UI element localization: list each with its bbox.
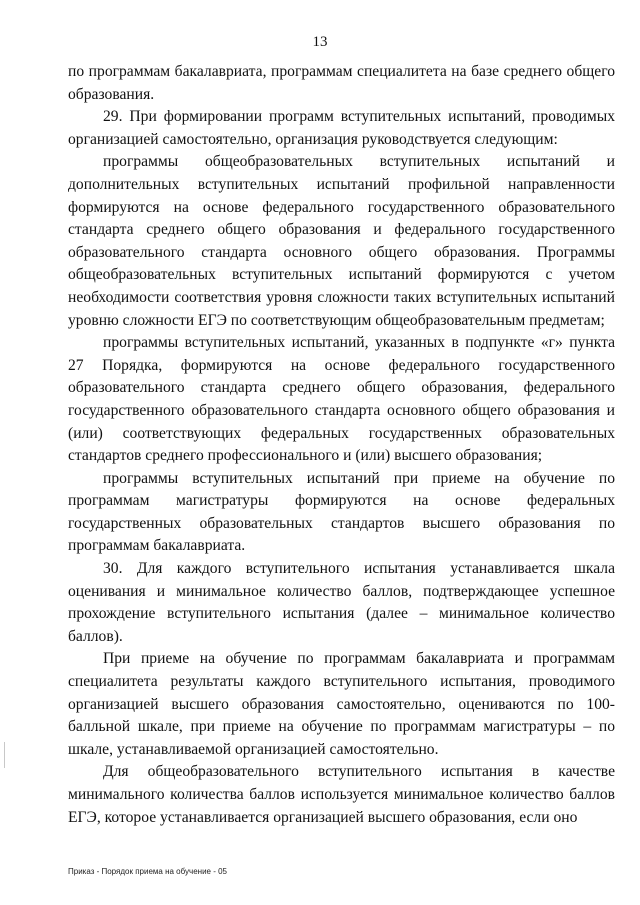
- paragraph-subclause-g-programs: программы вступительных испытаний, указанных в подпункте «г» пункта 27 Порядка, формируются на основе федерального государственного образовательного стандарта среднего общего образования, федерального государственного образовательного стандарта основного общего образования и (или) соответствующих федеральных государственных образовательных стандартов среднего профессионального и (или) высшего образования;: [68, 334, 615, 465]
- scan-margin-mark: [4, 742, 5, 768]
- paragraph-clause-29: 29. При формировании программ вступительных испытаний, проводимых организацией самостоятельно, организация руководствуется следующим:: [68, 108, 615, 148]
- page-footer: Приказ - Порядок приема на обучение - 05: [68, 867, 227, 876]
- paragraph-magistracy-programs: программы вступительных испытаний при приеме на обучение по программам магистратуры формируются на основе федеральных государственных образовательных стандартов высшего образования по программам бакалавриата.: [68, 469, 615, 555]
- paragraph-clause-30: 30. Для каждого вступительного испытания устанавливается шкала оценивания и минимальное количество баллов, подтверждающее успешное прохождение вступительного испытания (далее – минимальное количество баллов).: [68, 560, 615, 645]
- paragraph-score-scale: При приеме на обучение по программам бакалавриата и программам специалитета результаты каждого вступительного испытания, проводимого организацией высшего образования самостоятельно, оцениваются по 100-балльной шкале, при приеме на обучение по программам магистратуры – по шкале, устанавливаемой организацией самостоятельно.: [68, 650, 615, 758]
- page-number: 13: [312, 34, 328, 50]
- paragraph-general-education-programs: программы общеобразовательных вступительных испытаний и дополнительных вступительных испытаний профильной направленности формируются на основе федерального государственного образовательного стандарта среднего общего образования и федерального государственного образовательного стандарта основного общего образования. Программы общеобразовательных вступительных испытаний формируются с учетом необходимости соответствия уровня сложности таких вступительных испытаний уровню сложности ЕГЭ по соответствующим общеобразовательным предметам;: [68, 153, 615, 329]
- document-body: [68, 61, 615, 829]
- paragraph-continuation: по программам бакалавриата, программам специалитета на базе среднего общего образования.: [68, 63, 615, 103]
- paragraph-minimum-score: Для общеобразовательного вступительного испытания в качестве минимального количества баллов используется минимальное количество баллов ЕГЭ, которое устанавливается организацией высшего образования, если оно: [68, 763, 615, 826]
